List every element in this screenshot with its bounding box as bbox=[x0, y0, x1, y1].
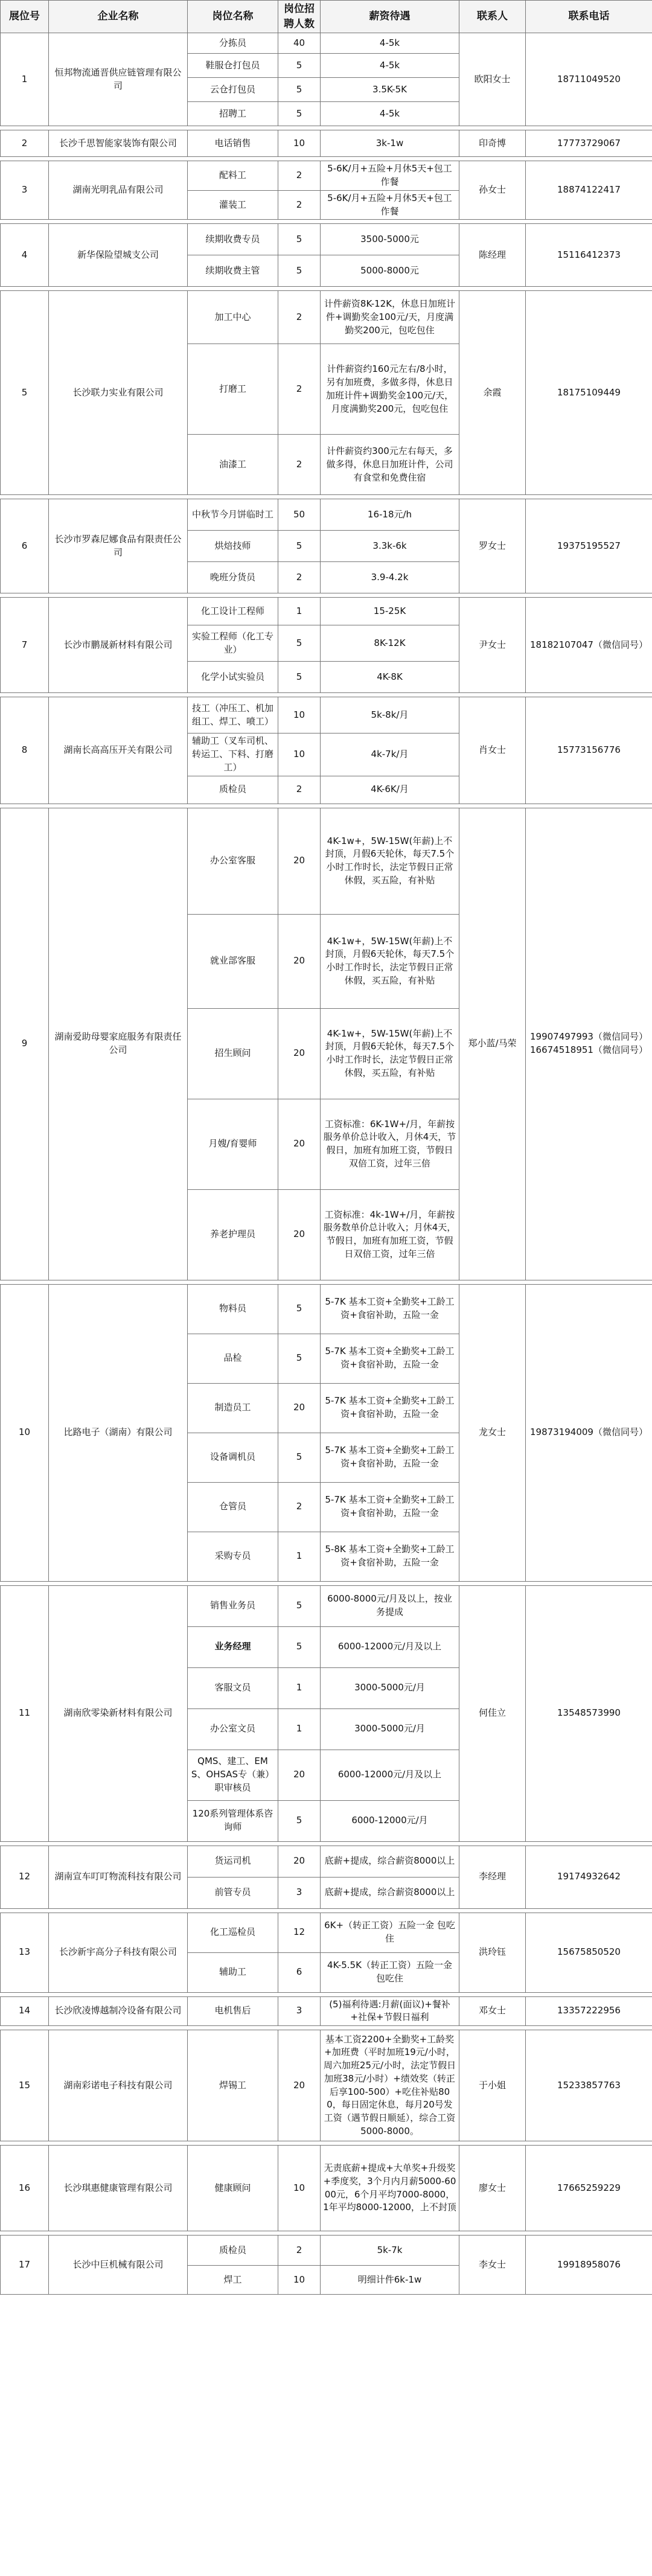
group-separator bbox=[1, 693, 652, 697]
table-row bbox=[1, 1846, 652, 1877]
booth-number: 6 bbox=[1, 499, 49, 593]
position-title: 品检 bbox=[188, 1334, 278, 1383]
position-title: 制造员工 bbox=[188, 1383, 278, 1433]
booth-number: 13 bbox=[1, 1913, 49, 1992]
position-salary: 3.3k-6k bbox=[321, 531, 459, 562]
position-count: 20 bbox=[278, 1189, 321, 1280]
contact-person: 郑小蓝/马荣 bbox=[459, 808, 526, 1280]
position-title: 焊工 bbox=[188, 2266, 278, 2295]
header-contact: 联系人 bbox=[459, 1, 526, 33]
separator-cell bbox=[1, 2026, 652, 2030]
company-name: 长沙新宇高分子科技有限公司 bbox=[49, 1913, 188, 1992]
position-salary: 3500-5000元 bbox=[321, 224, 459, 255]
position-title: 养老护理员 bbox=[188, 1189, 278, 1280]
position-salary: 3k-1w bbox=[321, 130, 459, 157]
position-count: 5 bbox=[278, 255, 321, 287]
position-title: 物料员 bbox=[188, 1284, 278, 1334]
position-count: 1 bbox=[278, 1708, 321, 1750]
position-salary: 4-5k bbox=[321, 102, 459, 126]
header-phone: 联系电话 bbox=[526, 1, 652, 33]
position-count: 1 bbox=[278, 1667, 321, 1708]
group-separator bbox=[1, 495, 652, 499]
contact-phone: 17773729067 bbox=[526, 130, 652, 157]
position-title: 加工中心 bbox=[188, 291, 278, 344]
position-salary: 6000-12000元/月 bbox=[321, 1800, 459, 1841]
position-title: 120系列管理体系咨询师 bbox=[188, 1800, 278, 1841]
separator-cell bbox=[1, 495, 652, 499]
group-separator bbox=[1, 1992, 652, 1996]
position-salary: 计件薪资8K-12K，休息日加班计件+调勤奖金100元/天，月度满勤奖200元，包吃包住 bbox=[321, 291, 459, 344]
position-salary: 计件薪资约300元左右每天，多做多得，休息日加班计件，公司有食堂和免费住宿 bbox=[321, 435, 459, 495]
contact-phone: 13548573990 bbox=[526, 1585, 652, 1841]
contact-person: 尹女士 bbox=[459, 598, 526, 693]
company-name: 比路电子（湖南）有限公司 bbox=[49, 1284, 188, 1581]
table-row bbox=[1, 697, 652, 733]
group-separator bbox=[1, 2141, 652, 2146]
company-name: 湖南彩诺电子科技有限公司 bbox=[49, 2030, 188, 2141]
group-separator bbox=[1, 220, 652, 224]
company-name: 长沙千思智能家装饰有限公司 bbox=[49, 130, 188, 157]
group-separator bbox=[1, 1280, 652, 1284]
company-name: 新华保险望城支公司 bbox=[49, 224, 188, 287]
group-separator bbox=[1, 1841, 652, 1846]
position-salary: 5-6K/月+五险+月休5天+包工作餐 bbox=[321, 190, 459, 220]
position-count: 6 bbox=[278, 1952, 321, 1992]
contact-phone: 18874122417 bbox=[526, 161, 652, 220]
position-count: 5 bbox=[278, 1433, 321, 1482]
position-title: 辅助工 bbox=[188, 1952, 278, 1992]
position-salary: 5000-8000元 bbox=[321, 255, 459, 287]
position-title: 质检员 bbox=[188, 2236, 278, 2266]
contact-person: 邓女士 bbox=[459, 1996, 526, 2026]
booth-number: 7 bbox=[1, 598, 49, 693]
position-title: 灌装工 bbox=[188, 190, 278, 220]
position-title: 设备调机员 bbox=[188, 1433, 278, 1482]
contact-phone: 15773156776 bbox=[526, 697, 652, 804]
separator-cell bbox=[1, 693, 652, 697]
company-name: 长沙市罗森尼娜食品有限责任公司 bbox=[49, 499, 188, 593]
position-count: 20 bbox=[278, 1008, 321, 1099]
contact-phone: 19375195527 bbox=[526, 499, 652, 593]
position-count: 1 bbox=[278, 1532, 321, 1581]
position-count: 5 bbox=[278, 102, 321, 126]
group-separator bbox=[1, 593, 652, 598]
position-count: 12 bbox=[278, 1913, 321, 1952]
position-count: 2 bbox=[278, 776, 321, 804]
company-name: 长沙市鹏晟新材料有限公司 bbox=[49, 598, 188, 693]
position-title: 化工巡检员 bbox=[188, 1913, 278, 1952]
group-separator bbox=[1, 1581, 652, 1585]
position-salary: 4K-1w+，5W-15W(年薪)上不封顶，月假6天轮休，每天7.5个小时工作时长，法定节假日正常休假，买五险，有补贴 bbox=[321, 808, 459, 914]
table-row bbox=[1, 1284, 652, 1334]
position-salary: 明细计件6k-1w bbox=[321, 2266, 459, 2295]
position-count: 10 bbox=[278, 697, 321, 733]
booth-number: 12 bbox=[1, 1846, 49, 1908]
separator-cell bbox=[1, 2231, 652, 2236]
position-title: 办公室文员 bbox=[188, 1708, 278, 1750]
position-count: 20 bbox=[278, 1846, 321, 1877]
group-separator bbox=[1, 2026, 652, 2030]
position-count: 2 bbox=[278, 291, 321, 344]
contact-phone: 15675850520 bbox=[526, 1913, 652, 1992]
position-title: 办公室客服 bbox=[188, 808, 278, 914]
booth-number: 17 bbox=[1, 2236, 49, 2295]
position-count: 5 bbox=[278, 662, 321, 693]
position-count: 3 bbox=[278, 1996, 321, 2026]
position-salary: 底薪+提成，综合薪资8000以上 bbox=[321, 1877, 459, 1908]
table-row bbox=[1, 1913, 652, 1952]
position-count: 2 bbox=[278, 190, 321, 220]
contact-phone: 19174932642 bbox=[526, 1846, 652, 1908]
booth-number: 4 bbox=[1, 224, 49, 287]
group-separator bbox=[1, 2231, 652, 2236]
separator-cell bbox=[1, 2141, 652, 2146]
position-salary: 6000-8000元/月及以上，按业务提成 bbox=[321, 1585, 459, 1626]
contact-phone: 17665259229 bbox=[526, 2146, 652, 2231]
booth-number: 14 bbox=[1, 1996, 49, 2026]
position-count: 5 bbox=[278, 1585, 321, 1626]
contact-person: 罗女士 bbox=[459, 499, 526, 593]
position-title: 货运司机 bbox=[188, 1846, 278, 1877]
position-count: 1 bbox=[278, 598, 321, 625]
position-salary: 4K-8K bbox=[321, 662, 459, 693]
contact-phone: 19918958076 bbox=[526, 2236, 652, 2295]
position-title: 招聘工 bbox=[188, 102, 278, 126]
company-name: 长沙琪惠健康管理有限公司 bbox=[49, 2146, 188, 2231]
position-count: 40 bbox=[278, 33, 321, 54]
booth-number: 16 bbox=[1, 2146, 49, 2231]
position-count: 20 bbox=[278, 1099, 321, 1189]
position-title: 打磨工 bbox=[188, 344, 278, 435]
table-row bbox=[1, 808, 652, 914]
group-separator bbox=[1, 126, 652, 130]
contact-phone: 19907497993（微信同号）16674518951（微信同号） bbox=[526, 808, 652, 1280]
contact-phone: 18175109449 bbox=[526, 291, 652, 495]
contact-person: 余霞 bbox=[459, 291, 526, 495]
position-title: 中秋节今月饼临时工 bbox=[188, 499, 278, 531]
position-salary: 基本工资2200+全勤奖+工龄奖+加班费（平时加班19元/小时，周六加班25元/小时，法定节假日加班38元/小时）+绩效奖（转正后享100-500）+吃住补贴800，每日固定休息，每月20号发工资（遇节假日顺延），综合工资5000-8000。 bbox=[321, 2030, 459, 2141]
position-count: 2 bbox=[278, 344, 321, 435]
header-booth: 展位号 bbox=[1, 1, 49, 33]
position-title: QMS、建工、EMS、OHSAS专（兼）职审核员 bbox=[188, 1750, 278, 1800]
table-row bbox=[1, 1996, 652, 2026]
separator-cell bbox=[1, 287, 652, 291]
position-title: 业务经理 bbox=[188, 1626, 278, 1667]
position-title: 质检员 bbox=[188, 776, 278, 804]
position-salary: 5-7K 基本工资+全勤奖+工龄工资+食宿补助，五险一金 bbox=[321, 1433, 459, 1482]
separator-cell bbox=[1, 593, 652, 598]
position-salary: 3000-5000元/月 bbox=[321, 1708, 459, 1750]
company-name: 湖南光明乳品有限公司 bbox=[49, 161, 188, 220]
position-salary: 计件薪资约160元左右/8小时，另有加班费，多做多得，休息日加班计件+调勤奖金100元/天，月度满勤奖200元，包吃包住 bbox=[321, 344, 459, 435]
contact-phone: 18711049520 bbox=[526, 33, 652, 126]
position-salary: 6000-12000元/月及以上 bbox=[321, 1750, 459, 1800]
company-name: 长沙联力实业有限公司 bbox=[49, 291, 188, 495]
booth-number: 11 bbox=[1, 1585, 49, 1841]
contact-person: 何佳立 bbox=[459, 1585, 526, 1841]
company-name: 湖南爱助母婴家庭服务有限责任公司 bbox=[49, 808, 188, 1280]
separator-cell bbox=[1, 1908, 652, 1913]
separator-cell bbox=[1, 1841, 652, 1846]
group-separator bbox=[1, 157, 652, 161]
position-salary: 5k-8k/月 bbox=[321, 697, 459, 733]
position-count: 5 bbox=[278, 1334, 321, 1383]
position-title: 招生顾问 bbox=[188, 1008, 278, 1099]
position-salary: 5-7K 基本工资+全勤奖+工龄工资+食宿补助，五险一金 bbox=[321, 1482, 459, 1532]
position-title: 就业部客服 bbox=[188, 914, 278, 1008]
position-count: 5 bbox=[278, 224, 321, 255]
position-count: 5 bbox=[278, 78, 321, 102]
position-count: 10 bbox=[278, 2266, 321, 2295]
position-count: 5 bbox=[278, 1626, 321, 1667]
contact-person: 印奇博 bbox=[459, 130, 526, 157]
table-row bbox=[1, 1585, 652, 1626]
contact-person: 肖女士 bbox=[459, 697, 526, 804]
position-salary: 5-6K/月+五险+月休5天+包工作餐 bbox=[321, 161, 459, 191]
position-salary: 3000-5000元/月 bbox=[321, 1667, 459, 1708]
contact-phone: 15233857763 bbox=[526, 2030, 652, 2141]
position-salary: 5-8K 基本工资+全勤奖+工龄工资+食宿补助，五险一金 bbox=[321, 1532, 459, 1581]
position-title: 化学小试实验员 bbox=[188, 662, 278, 693]
position-salary: 5-7K 基本工资+全勤奖+工龄工资+食宿补助，五险一金 bbox=[321, 1334, 459, 1383]
position-title: 实验工程师（化工专业） bbox=[188, 625, 278, 662]
position-title: 鞋服仓打包员 bbox=[188, 54, 278, 78]
position-count: 20 bbox=[278, 1383, 321, 1433]
position-title: 前管专员 bbox=[188, 1877, 278, 1908]
header-row bbox=[1, 1, 652, 33]
group-separator bbox=[1, 804, 652, 808]
position-salary: 工资标准：4k-1W+/月，年薪按服务数单价总计收入；月休4天，节假日，加班有加班工资，节假日双倍工资，过年三倍 bbox=[321, 1189, 459, 1280]
position-salary: 5-7K 基本工资+全勤奖+工龄工资+食宿补助，五险一金 bbox=[321, 1383, 459, 1433]
position-salary: 3.5K-5K bbox=[321, 78, 459, 102]
booth-number: 2 bbox=[1, 130, 49, 157]
position-title: 油漆工 bbox=[188, 435, 278, 495]
position-salary: 4-5k bbox=[321, 33, 459, 54]
group-separator bbox=[1, 287, 652, 291]
position-salary: 4K-5.5K（转正工资）五险一金 包吃住 bbox=[321, 1952, 459, 1992]
position-title: 月嫂/育婴师 bbox=[188, 1099, 278, 1189]
table-row bbox=[1, 161, 652, 191]
separator-cell bbox=[1, 157, 652, 161]
position-salary: 15-25K bbox=[321, 598, 459, 625]
contact-person: 陈经理 bbox=[459, 224, 526, 287]
position-count: 50 bbox=[278, 499, 321, 531]
position-count: 10 bbox=[278, 130, 321, 157]
position-title: 焊锡工 bbox=[188, 2030, 278, 2141]
separator-cell bbox=[1, 804, 652, 808]
booth-number: 5 bbox=[1, 291, 49, 495]
position-salary: 4k-7k/月 bbox=[321, 733, 459, 776]
table-row bbox=[1, 2236, 652, 2266]
position-count: 20 bbox=[278, 2030, 321, 2141]
booth-number: 9 bbox=[1, 808, 49, 1280]
header-count: 岗位招聘人数 bbox=[278, 1, 321, 33]
contact-person: 于小姐 bbox=[459, 2030, 526, 2141]
position-title: 电机售后 bbox=[188, 1996, 278, 2026]
position-salary: 底薪+提成，综合薪资8000以上 bbox=[321, 1846, 459, 1877]
position-title: 分拣员 bbox=[188, 33, 278, 54]
position-title: 电话销售 bbox=[188, 130, 278, 157]
position-count: 3 bbox=[278, 1877, 321, 1908]
separator-cell bbox=[1, 126, 652, 130]
company-name: 恒邦物流通晋供应链管理有限公司 bbox=[49, 33, 188, 126]
position-title: 化工设计工程师 bbox=[188, 598, 278, 625]
booth-number: 8 bbox=[1, 697, 49, 804]
header-company: 企业名称 bbox=[49, 1, 188, 33]
position-count: 5 bbox=[278, 54, 321, 78]
position-title: 技工（冲压工、机加组工、焊工、喷工） bbox=[188, 697, 278, 733]
company-name: 长沙欣凌博越制冷设备有限公司 bbox=[49, 1996, 188, 2026]
contact-phone: 18182107047（微信同号） bbox=[526, 598, 652, 693]
position-count: 20 bbox=[278, 808, 321, 914]
position-title: 采购专员 bbox=[188, 1532, 278, 1581]
position-title: 续期收费主管 bbox=[188, 255, 278, 287]
position-title: 续期收费专员 bbox=[188, 224, 278, 255]
position-salary: 4K-6K/月 bbox=[321, 776, 459, 804]
position-title: 晚班分货员 bbox=[188, 562, 278, 593]
table-row bbox=[1, 598, 652, 625]
position-count: 2 bbox=[278, 562, 321, 593]
separator-cell bbox=[1, 1992, 652, 1996]
contact-person: 欧阳女士 bbox=[459, 33, 526, 126]
table-row bbox=[1, 33, 652, 54]
company-name: 长沙中巨机械有限公司 bbox=[49, 2236, 188, 2295]
position-title: 云仓打包员 bbox=[188, 78, 278, 102]
position-title: 烘焙技师 bbox=[188, 531, 278, 562]
separator-cell bbox=[1, 1280, 652, 1284]
position-salary: 6K+（转正工资）五险一金 包吃住 bbox=[321, 1913, 459, 1952]
position-salary: 3.9-4.2k bbox=[321, 562, 459, 593]
header-salary: 薪资待遇 bbox=[321, 1, 459, 33]
position-count: 10 bbox=[278, 733, 321, 776]
position-salary: 4-5k bbox=[321, 54, 459, 78]
position-title: 销售业务员 bbox=[188, 1585, 278, 1626]
position-count: 5 bbox=[278, 1284, 321, 1334]
booth-number: 15 bbox=[1, 2030, 49, 2141]
contact-phone: 15116412373 bbox=[526, 224, 652, 287]
contact-person: 龙女士 bbox=[459, 1284, 526, 1581]
header-position: 岗位名称 bbox=[188, 1, 278, 33]
contact-person: 李经理 bbox=[459, 1846, 526, 1908]
position-count: 2 bbox=[278, 161, 321, 191]
position-salary: 工资标准：6K-1W+/月，年薪按服务单价总计收入，月休4天，节假日，加班有加班工资，节假日双倍工资，过年三倍 bbox=[321, 1099, 459, 1189]
contact-person: 洪玲钰 bbox=[459, 1913, 526, 1992]
separator-cell bbox=[1, 1581, 652, 1585]
separator-cell bbox=[1, 220, 652, 224]
position-salary: 8K-12K bbox=[321, 625, 459, 662]
position-title: 客服文员 bbox=[188, 1667, 278, 1708]
company-name: 湖南长高高压开关有限公司 bbox=[49, 697, 188, 804]
position-title: 辅助工（叉车司机、转运工、下料、打磨工） bbox=[188, 733, 278, 776]
contact-phone: 13357222956 bbox=[526, 1996, 652, 2026]
table-row bbox=[1, 224, 652, 255]
position-count: 5 bbox=[278, 1800, 321, 1841]
position-count: 5 bbox=[278, 531, 321, 562]
company-name: 湖南宣车叮叮物流科技有限公司 bbox=[49, 1846, 188, 1908]
table-row bbox=[1, 291, 652, 344]
group-separator bbox=[1, 1908, 652, 1913]
position-count: 2 bbox=[278, 435, 321, 495]
position-salary: 16-18元/h bbox=[321, 499, 459, 531]
booth-number: 10 bbox=[1, 1284, 49, 1581]
position-salary: 5k-7k bbox=[321, 2236, 459, 2266]
position-title: 仓管员 bbox=[188, 1482, 278, 1532]
booth-number: 1 bbox=[1, 33, 49, 126]
company-name: 湖南欣零染新材料有限公司 bbox=[49, 1585, 188, 1841]
booth-number: 3 bbox=[1, 161, 49, 220]
table-row bbox=[1, 130, 652, 157]
position-count: 2 bbox=[278, 1482, 321, 1532]
position-title: 健康顾问 bbox=[188, 2146, 278, 2231]
table-row bbox=[1, 2146, 652, 2231]
position-title: 配料工 bbox=[188, 161, 278, 191]
position-salary: 4K-1w+，5W-15W(年薪)上不封顶，月假6天轮休，每天7.5个小时工作时长，法定节假日正常休假，买五险，有补贴 bbox=[321, 914, 459, 1008]
position-count: 10 bbox=[278, 2146, 321, 2231]
table-row bbox=[1, 499, 652, 531]
table-row bbox=[1, 2030, 652, 2141]
position-salary: (5)福利待遇:月薪(面议)+餐补+社保+节假日福利 bbox=[321, 1996, 459, 2026]
position-count: 2 bbox=[278, 2236, 321, 2266]
position-count: 20 bbox=[278, 1750, 321, 1800]
position-salary: 6000-12000元/月及以上 bbox=[321, 1626, 459, 1667]
contact-person: 廖女士 bbox=[459, 2146, 526, 2231]
position-count: 5 bbox=[278, 625, 321, 662]
position-count: 20 bbox=[278, 914, 321, 1008]
contact-person: 孙女士 bbox=[459, 161, 526, 220]
position-salary: 4K-1w+，5W-15W(年薪)上不封顶，月假6天轮休，每天7.5个小时工作时长，法定节假日正常休假，买五险，有补贴 bbox=[321, 1008, 459, 1099]
contact-person: 李女士 bbox=[459, 2236, 526, 2295]
table-body bbox=[1, 33, 652, 2295]
position-salary: 5-7K 基本工资+全勤奖+工龄工资+食宿补助，五险一金 bbox=[321, 1284, 459, 1334]
position-salary: 无责底薪+提成+大单奖+升级奖+季度奖，3个月内月薪5000-6000元，6个月平均7000-8000，1年平均8000-12000，上不封顶 bbox=[321, 2146, 459, 2231]
contact-phone: 19873194009（微信同号） bbox=[526, 1284, 652, 1581]
